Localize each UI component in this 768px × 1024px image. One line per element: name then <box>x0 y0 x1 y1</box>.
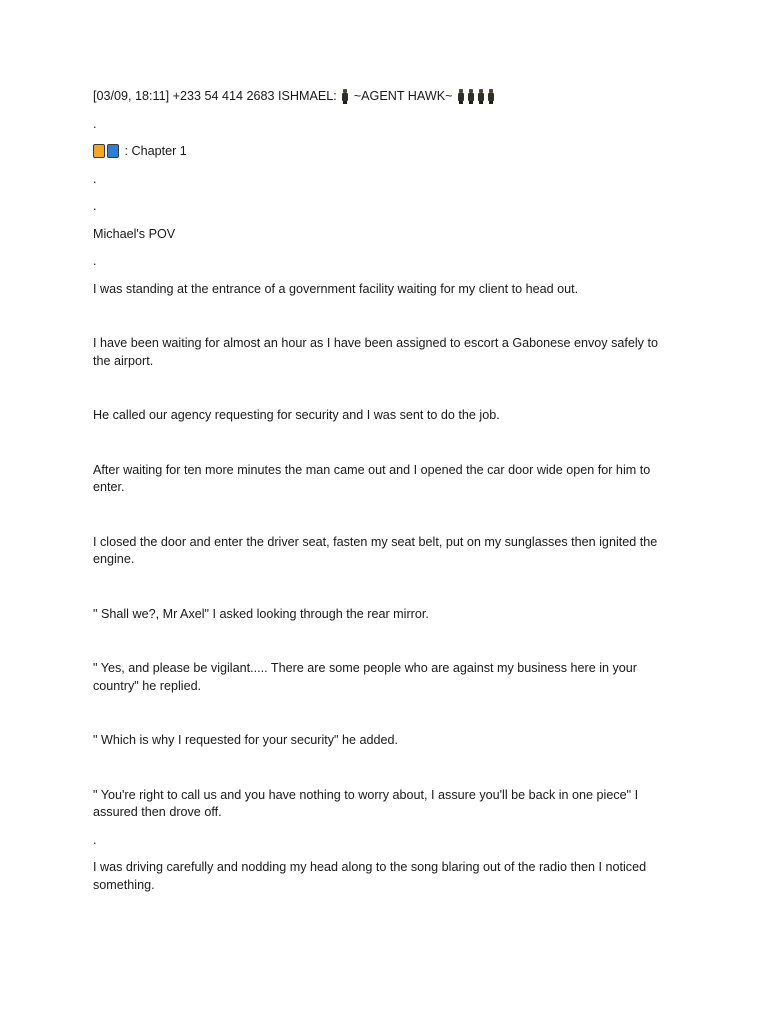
separator-dot: . <box>93 832 97 847</box>
paragraph: I closed the door and enter the driver seat, fasten my seat belt, put on my sunglasses then ignited the engine. <box>93 534 658 566</box>
blue-book-icon <box>107 144 119 158</box>
paragraph: I have been waiting for almost an hour as I have been assigned to escort a Gabonese envoy safely to the airport. <box>93 336 658 368</box>
message-header <box>93 88 678 106</box>
paragraph: He called our agency requesting for security and I was sent to do the job. <box>93 408 500 422</box>
soldier-icon <box>467 89 475 104</box>
separator-dot: . <box>93 254 97 268</box>
document-page <box>93 88 678 894</box>
paragraph: " Yes, and please be vigilant..... There are some people who are against my business here in your country" he replied. <box>93 661 637 693</box>
separator-dot: . <box>93 116 97 131</box>
message-prefix: [03/09, 18:11] +233 54 414 2683 ISHMAEL: <box>93 89 337 103</box>
soldier-icon <box>457 89 465 104</box>
soldier-icon <box>477 89 485 104</box>
pov-label: Michael's POV <box>93 226 176 241</box>
paragraph: " Shall we?, Mr Axel" I asked looking through the rear mirror. <box>93 606 429 621</box>
chapter-label: : Chapter 1 <box>124 144 187 158</box>
sender-handle: ~AGENT HAWK~ <box>353 89 453 103</box>
chapter-heading <box>93 143 678 161</box>
soldier-icon <box>341 89 349 104</box>
paragraph: I was driving carefully and nodding my head along to the song blaring out of the radio then I noticed something. <box>93 860 647 892</box>
soldier-icon <box>487 89 495 104</box>
paragraph: I was standing at the entrance of a government facility waiting for my client to head out. <box>93 281 579 296</box>
orange-book-icon <box>93 144 105 158</box>
separator-dot: . <box>93 199 97 213</box>
paragraph: " Which is why I requested for your security" he added. <box>93 733 399 747</box>
separator-dot: . <box>93 171 97 186</box>
paragraph: After waiting for ten more minutes the man came out and I opened the car door wide open for him to enter. <box>93 462 651 494</box>
paragraph: " You're right to call us and you have nothing to worry about, I assure you'll be back in one piece" I assured then drove off. <box>93 787 639 819</box>
